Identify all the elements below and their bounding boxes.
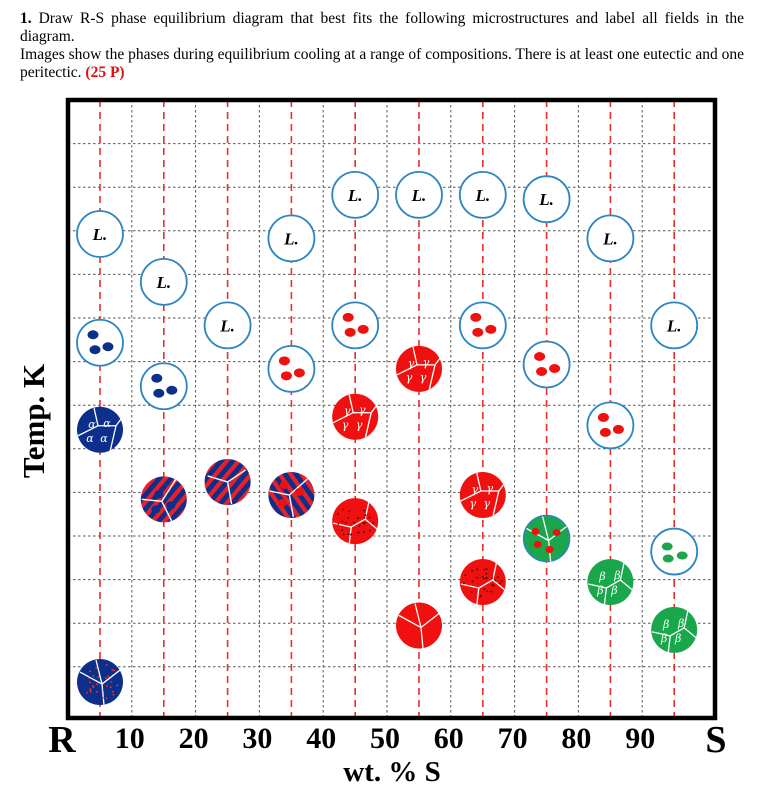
- gamma-circle: [332, 394, 378, 440]
- precipitate: [111, 669, 113, 671]
- precipitate: [485, 573, 487, 575]
- beta-circle: [651, 607, 697, 653]
- particle: [154, 490, 163, 498]
- liquid-label: L.: [539, 190, 554, 210]
- particle: [677, 552, 688, 560]
- microstructure-beta-grains: [651, 607, 697, 653]
- microstructure-gamma-grains: [332, 394, 378, 440]
- question-line-2: Images show the phases during equilibrium cooling at a range of compositions. There is at least one eutectic and one peritectic.: [20, 46, 744, 81]
- particle: [166, 386, 177, 395]
- particle: [600, 428, 611, 437]
- beta-circle: [524, 516, 570, 562]
- precipitate: [486, 568, 488, 570]
- precipitate: [365, 514, 367, 516]
- microstructure-liquid-alpha-particles: [141, 363, 187, 409]
- precipitate: [86, 692, 88, 694]
- liquid-circle: [587, 402, 633, 448]
- phase-symbol: α: [100, 431, 108, 445]
- precipitate: [92, 685, 94, 687]
- microstructure-eutectic-lamellar: [205, 459, 251, 505]
- precipitate: [479, 596, 481, 598]
- particle: [278, 499, 287, 507]
- microstructure-liquid: [460, 172, 506, 218]
- microstructure-alpha-grains: [77, 407, 123, 453]
- phase-symbol: β: [661, 631, 668, 645]
- y-axis-label: Temp. K: [16, 363, 51, 479]
- phase-symbol: β: [675, 631, 682, 645]
- gamma-circle: [460, 472, 506, 518]
- alpha-circle: [77, 659, 123, 705]
- precipitate: [337, 513, 339, 515]
- precipitate: [353, 522, 355, 524]
- alpha-circle: [77, 407, 123, 453]
- gamma-circle: [332, 498, 378, 544]
- particle: [598, 413, 609, 422]
- precipitate: [105, 677, 107, 679]
- phase-symbol: β: [599, 570, 606, 583]
- microstructure-liquid: [524, 176, 570, 222]
- precipitate: [491, 577, 493, 579]
- microstructure-liquid: [205, 302, 251, 348]
- microstructure-liquid-alpha-particles: [77, 320, 123, 366]
- particle: [534, 541, 542, 548]
- particle: [343, 313, 354, 322]
- liquid-label: L.: [603, 229, 618, 249]
- precipitate: [90, 691, 92, 693]
- microstructure-liquid-gamma-particles: [524, 342, 570, 388]
- microstructure-gamma-with-dark-precipitates: [460, 559, 506, 605]
- precipitate: [107, 676, 109, 678]
- question-points: (25 P): [85, 64, 125, 81]
- microstructure-gamma-grains: [396, 346, 442, 392]
- x-axis-label: wt. % S: [343, 756, 441, 788]
- particle: [345, 328, 356, 337]
- precipitate: [471, 591, 473, 593]
- precipitate: [96, 691, 98, 693]
- gamma-circle: [396, 603, 442, 649]
- microstructure-gamma-with-dark-precipitates: [332, 498, 378, 544]
- phase-symbol: β: [614, 569, 621, 582]
- particle: [546, 546, 554, 553]
- liquid-circle: [524, 342, 570, 388]
- x-tick-labels: [115, 722, 655, 755]
- precipitate: [102, 697, 104, 699]
- precipitate: [372, 522, 374, 524]
- microstructure-liquid: [268, 215, 314, 261]
- precipitate: [348, 510, 350, 512]
- particle: [280, 481, 289, 489]
- eutectic-circle: [268, 472, 314, 518]
- liquid-label: L.: [92, 225, 108, 244]
- precipitate: [110, 686, 112, 688]
- particle: [358, 325, 369, 334]
- microstructure-liquid: [651, 302, 697, 348]
- liquid-circle: [651, 529, 697, 575]
- precipitate: [476, 568, 478, 570]
- particle: [103, 342, 114, 351]
- precipitate: [490, 591, 492, 593]
- precipitate: [101, 689, 103, 691]
- microstructure-liquid: [141, 259, 187, 305]
- precipitate: [491, 584, 493, 586]
- precipitate: [342, 509, 344, 511]
- phase-symbol: β: [663, 617, 670, 631]
- microstructure-alpha-with-red-precipitates: [77, 659, 123, 705]
- precipitate: [106, 664, 108, 666]
- phase-symbol: β: [597, 584, 604, 597]
- precipitate: [347, 533, 349, 535]
- precipitate: [345, 522, 347, 524]
- precipitate: [112, 691, 114, 693]
- liquid-label: L.: [666, 316, 682, 336]
- gamma-circle: [396, 346, 442, 392]
- precipitate: [350, 533, 352, 535]
- particle: [88, 330, 99, 339]
- phase-symbol: γ: [405, 370, 413, 384]
- phase-symbol: β: [678, 616, 685, 630]
- particle: [153, 389, 164, 398]
- precipitate: [364, 517, 366, 519]
- phase-symbol: α: [86, 431, 94, 445]
- precipitate: [96, 683, 98, 685]
- phase-symbol: γ: [419, 370, 427, 384]
- precipitate: [463, 583, 465, 585]
- phase-symbol: γ: [486, 482, 494, 495]
- precipitate: [357, 517, 359, 519]
- x-tick-label: 30: [242, 722, 273, 755]
- precipitate: [471, 570, 473, 572]
- precipitate: [111, 681, 113, 683]
- precipitate: [89, 688, 91, 690]
- microstructure-liquid-gamma-particles: [332, 302, 378, 348]
- precipitate: [369, 530, 371, 532]
- x-tick-label: 80: [561, 722, 592, 755]
- particle: [90, 345, 101, 354]
- precipitate: [499, 582, 501, 584]
- precipitate: [112, 694, 114, 696]
- phase-symbol: γ: [471, 483, 479, 496]
- particle: [472, 328, 483, 337]
- microstructure-liquid-gamma-particles: [268, 346, 314, 392]
- phase-symbol: γ: [407, 356, 415, 370]
- microstructure-liquid: [332, 172, 378, 218]
- beta-circle: [587, 559, 633, 605]
- phase-symbol: γ: [483, 497, 491, 510]
- particle: [534, 352, 545, 361]
- liquid-label: L.: [347, 185, 363, 205]
- precipitate: [357, 532, 359, 534]
- phase-symbol: γ: [358, 403, 366, 417]
- microstructure-liquid-gamma-particles: [587, 402, 633, 448]
- particle: [553, 529, 561, 536]
- particle: [151, 374, 162, 383]
- x-tick-label: 50: [370, 722, 400, 755]
- precipitate: [486, 577, 488, 579]
- microstructure-liquid-beta-particles: [651, 529, 697, 575]
- precipitate: [497, 576, 499, 578]
- precipitate: [88, 677, 90, 679]
- x-tick-label: 70: [497, 722, 528, 755]
- particle: [470, 313, 481, 322]
- precipitate: [97, 676, 99, 678]
- particle: [663, 555, 674, 563]
- phase-symbol: γ: [422, 355, 430, 369]
- particle: [279, 356, 290, 365]
- precipitate: [369, 517, 371, 519]
- phase-symbol: γ: [469, 497, 477, 510]
- particle: [613, 425, 624, 434]
- precipitate: [472, 581, 474, 583]
- precipitate: [341, 529, 343, 531]
- gamma-circle: [460, 559, 506, 605]
- precipitate: [363, 510, 365, 512]
- microstructure-gamma-plain: [396, 603, 442, 649]
- precipitate: [93, 675, 95, 677]
- liquid-circle: [77, 320, 123, 366]
- microstructure-gamma-grains: [460, 472, 506, 518]
- precipitate: [359, 525, 361, 527]
- x-tick-label: 60: [433, 722, 464, 755]
- precipitate: [364, 522, 366, 524]
- precipitate: [95, 667, 97, 669]
- precipitate: [476, 577, 478, 579]
- precipitate: [493, 585, 495, 587]
- precipitate: [495, 580, 497, 582]
- precipitate: [483, 569, 485, 571]
- left-end-label: R: [48, 719, 76, 761]
- precipitate: [113, 669, 115, 671]
- precipitate: [343, 534, 345, 536]
- liquid-label: L.: [284, 229, 299, 249]
- precipitate: [486, 590, 488, 592]
- liquid-circle: [141, 363, 187, 409]
- question-number: 1.: [20, 10, 32, 27]
- precipitate: [483, 589, 485, 591]
- x-tick-label: 90: [625, 722, 656, 755]
- liquid-label: L.: [475, 185, 491, 205]
- liquid-label: L.: [220, 316, 235, 336]
- precipitate: [341, 521, 343, 523]
- microstructure-liquid-gamma-particles: [460, 302, 506, 348]
- particle: [536, 367, 547, 376]
- microstructure-beta-with-gamma-particles: [524, 516, 570, 562]
- particle: [151, 505, 160, 513]
- particle: [549, 364, 560, 373]
- liquid-circle: [460, 302, 506, 348]
- microstructure-beta-grains: [587, 559, 633, 605]
- precipitate: [501, 580, 503, 582]
- particle: [295, 488, 304, 496]
- right-end-label: S: [705, 719, 727, 761]
- x-tick-label: 20: [178, 722, 209, 755]
- precipitate: [106, 685, 108, 687]
- liquid-label: L.: [156, 272, 172, 292]
- particle: [294, 368, 305, 377]
- question-line-1: Draw R-S phase equilibrium diagram that best fits the following microstructures and label all fields in the diagram.: [20, 10, 745, 45]
- phase-symbol: β: [611, 584, 618, 597]
- precipitate: [483, 578, 485, 580]
- liquid-circle: [332, 302, 378, 348]
- microstructure-eutectic-with-gamma: [268, 472, 314, 518]
- precipitate: [348, 517, 350, 519]
- precipitate: [106, 697, 108, 699]
- liquid-label: L.: [411, 185, 427, 205]
- precipitate: [89, 670, 91, 672]
- phase-symbol: γ: [343, 404, 351, 418]
- particle: [485, 325, 496, 334]
- precipitate: [89, 681, 91, 683]
- particle: [662, 543, 673, 551]
- precipitate: [482, 576, 484, 578]
- liquid-circle: [268, 346, 314, 392]
- phase-symbol: γ: [341, 418, 349, 432]
- precipitate: [465, 574, 467, 576]
- microstructure-eutectic-with-alpha: [141, 476, 187, 522]
- microstructure-liquid: [396, 172, 442, 218]
- particle: [532, 528, 540, 535]
- particle: [166, 501, 175, 509]
- x-tick-label: 10: [114, 722, 145, 755]
- precipitate: [363, 531, 365, 533]
- microstructure-liquid: [587, 215, 633, 261]
- phase-symbol: α: [103, 416, 111, 430]
- microstructure-liquid: [77, 211, 123, 257]
- particle: [281, 371, 292, 380]
- precipitate: [337, 523, 339, 525]
- precipitate: [117, 684, 119, 686]
- precipitate: [480, 595, 482, 597]
- phase-symbol: α: [88, 417, 96, 431]
- phase-symbol: γ: [355, 418, 363, 432]
- x-tick-label: 40: [306, 722, 337, 755]
